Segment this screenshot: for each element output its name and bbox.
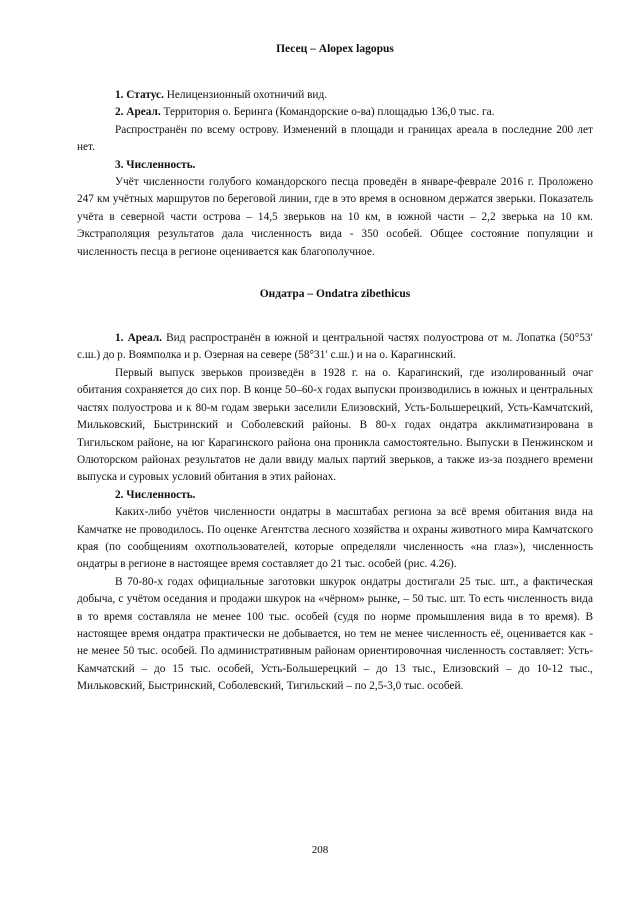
area-paragraph [77, 104, 593, 121]
status-label: 1. Статус. [115, 89, 164, 101]
muskrat-area-label: 1. Ареал. [115, 332, 162, 345]
area-spread-paragraph: Распространён по всему острову. Изменений в площади и границах ареала в последние 200 лет нет. [77, 123, 593, 154]
muskrat-area-text: Вид распространён в южной и центральной частях полуострова от м. Лопатка (50°53′ с.ш.) до р. Воямполка и р. Озерная на севере (58°31′ с.ш.) и на о. Карагинский. [77, 332, 593, 362]
muskrat-number-label: 2. Численность. [115, 488, 196, 501]
muskrat-number-heading-paragraph [77, 487, 593, 504]
section-title-arctic-fox: Песец – Alopex lagopus [276, 43, 394, 55]
area-label: 2. Ареал. [115, 106, 161, 119]
muskrat-number-paragraph-1: Каких-либо учётов численности ондатры в масштабах региона за всё время обитания вида на Камчатке не проводилось. По оценке Агентства лесного хозяйства и охраны животного мира Камчатского края (по сообщениям охотпользователей, которые определяли численность «на глаз»), численность ондатры в регионе в настоящее время составляет до 21 тыс. особей (рис. 4.26). [77, 506, 593, 571]
number-label: 3. Численность. [115, 158, 196, 171]
document-page [77, 42, 593, 696]
section-title-muskrat: Ондатра – Ondatra zibethicus [259, 288, 411, 301]
number-paragraph: Учёт численности голубого командорского песца проведён в январе-феврале 2016 г. Проложено 247 км учётных маршрутов по береговой линии, где в это время в основном держатся зверьки. Показатель учёта в северной части острова – 14,5 зверьков на 10 км, в южной части – 2,2 зверька на 10 км. Экстраполяция результатов дала численность вида - 350 особей. Общее состояние популяции и численность песца в регионе оценивается как благополучное. [77, 176, 593, 258]
muskrat-number-paragraph-2: В 70-80-х годах официальные заготовки шкурок ондатры достигали 25 тыс. шт., а фактическая добыча, с учётом оседания и продажи шкурок на «чёрном» рынке, – 50 тыс. шт. То есть численность вида в то время составляла не менее 100 тыс. особей (судя по норме промышления вида в то время). В настоящее время ондатра практически не добывается, но тем не менее численность её, оценивается как - не менее 50 тыс. особей. По административным районам ориентировочная численность составляет: Усть-Камчатский – до 15 тыс. особей, Усть-Большерецкий – до 13 тыс., Елизовский – до 10-12 тыс., Мильковский, Быстринский, Соболевский, Тигильский – по 2,5-3,0 тыс. особей. [77, 575, 593, 693]
status-text: Нелицензионный охотничий вид. [163, 89, 328, 101]
muskrat-release-paragraph: Первый выпуск зверьков произведён в 1928 г. на о. Карагинский, где изолированный очаг обитания сохраняется до сих пор. В конце 50–60-х годах выпуски производились в южных и центральных частях полуострова и к 80-м годам зверьки заселили Елизовский, Усть-Большерецкий, Усть-Камчатский, Мильковский, Быстринский и Соболевский районы. В 80-х годах ондатра акклиматизирована в Тигильском районе, на юг Карагинского района она проникла самостоятельно. Выпуски в Пенжинском и Олюторском районах результатов не дали ввиду малых партий зверьков, а также из-за позднего времени выпуска и суровых условий обитания в этих районах. [77, 366, 593, 484]
page-number: 208 [311, 844, 329, 856]
area-text: Территория о. Беринга (Командорские о-ва) площадью 136,0 тыс. га. [160, 106, 495, 119]
number-heading-paragraph [77, 157, 593, 174]
status-paragraph [77, 87, 593, 104]
muskrat-area-paragraph [77, 330, 593, 365]
